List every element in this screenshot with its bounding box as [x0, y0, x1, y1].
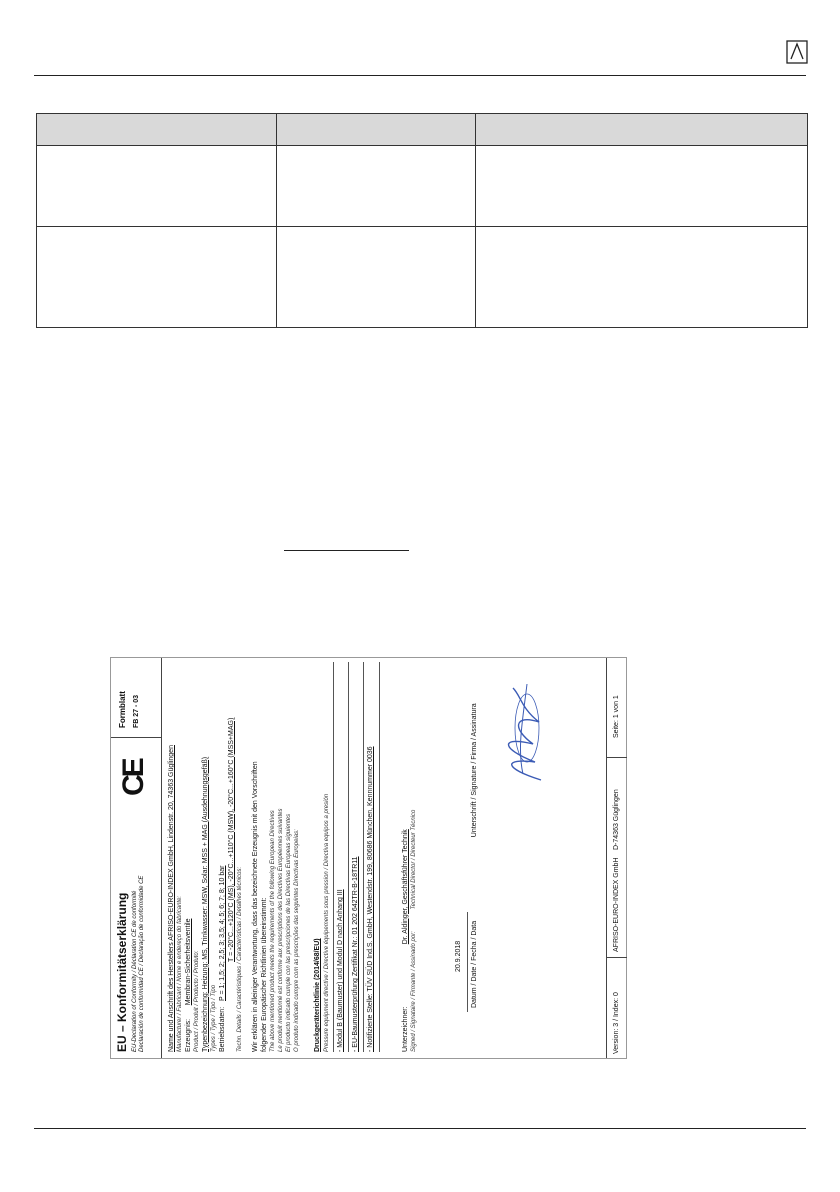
- header-rule: [34, 75, 806, 76]
- footer-page: Seite: 1 von 1: [613, 695, 620, 738]
- separator: [348, 662, 349, 1052]
- date-label: Datum / Date / Fecha / Data: [470, 920, 478, 1008]
- certificate-header: [111, 658, 162, 1058]
- manufacturer-sub: Manufacturer / Fabricant / Nome e endereço do fabricante:: [177, 895, 184, 1052]
- signatory-sub: Signed / Signataire / Firmante / Assinado por:: [410, 931, 417, 1052]
- product-line: [185, 662, 193, 1052]
- footer-address: D-74363 Güglingen: [613, 789, 620, 850]
- footer-version: Version: 3 / Index: 0: [613, 992, 620, 1054]
- directive-sub: Pressure equipment directive / Directive équipements sous pression / Directiva equipos a presión: [323, 793, 330, 1052]
- module-line: - Modul B (Baumuster) und Modul D nach Anhang III: [337, 889, 345, 1052]
- triangle-logo-icon: [786, 40, 808, 64]
- date-value: 20.9.2018: [455, 940, 463, 972]
- table-cell: [277, 227, 476, 328]
- manufacturer-line: Name und Anschrift des Herstellers AFRISO-EURO-INDEX GmbH, Lindenstr. 20, 74363 Güglingen: [168, 745, 175, 1052]
- table-header-cell: [277, 114, 476, 146]
- separator: [333, 662, 334, 1052]
- operating-sub: Techn. Details / Caractéristiques / Características / Detalhes técnicos:: [236, 866, 243, 1052]
- separator: [379, 662, 380, 1052]
- underline-mark: [284, 550, 409, 551]
- date-signature-line: [471, 662, 479, 1052]
- certificate-footer: [606, 658, 627, 1058]
- declaration-line: Wir erklären in alleiniger Verantwortung, dass das bezeichnete Erzeugnis mit den Vorschriften: [251, 761, 259, 1052]
- directive-line: Druckgeräterichtlinie (2014/68/EU): [314, 938, 322, 1052]
- declaration-line: Le produit mentionné est conforme aux prescriptions des Directives Européennes suivantes: [277, 808, 284, 1052]
- signatory-role: Technical Director / Directeur Técnico: [410, 809, 417, 910]
- table-header-cell: [476, 114, 808, 146]
- declaration-line: folgender Europäischer Richtlinien übereinstimmt:: [260, 897, 268, 1052]
- type-sub: Types / Type / Tipo / Tipo: [210, 984, 217, 1052]
- product-sub: Product / Produit / Producto / Produto:: [193, 950, 200, 1052]
- certificate-subtitle: [132, 792, 146, 1052]
- table-row: [37, 146, 808, 227]
- declaration-line: O produto indicado cumpre com as prescrições das seguintes Directivas Europeias:: [293, 829, 300, 1052]
- product-label: Erzeugnis:: [184, 1018, 192, 1052]
- table-cell: [476, 227, 808, 328]
- spec-table: [36, 113, 808, 328]
- table-row: [37, 227, 808, 328]
- notified-body-line: - Notifizierte Stelle: TÜV SÜD Ind.S. GmbH, Westendstr. 199, 80686 München, Kennnummer 0036: [367, 746, 375, 1052]
- certificate-subtitle-line: EU-Declaration of Conformity / Déclaration CE de conformité: [132, 890, 138, 1052]
- type-line: Typenbezeichnung: Heizung: MS, Trinkwasser: MSW, Solar: MSS + MAG (Ausdehnungsgefäß): [201, 756, 209, 1052]
- certificate-body: [167, 662, 480, 1052]
- table-header-row: [37, 114, 808, 146]
- certificate-subtitle-line: Declaración de conformidad CE / Declaração de conformidade CE: [138, 875, 145, 1052]
- declaration-line: The above mentioned product meets the requirements of the following European Directives: [269, 810, 276, 1052]
- table-header-cell: [37, 114, 277, 146]
- operating-pressure: P = 1; 1,5; 2; 2,5; 3; 3,5; 4; 5; 6; 7; 8; 10 bar: [218, 865, 226, 1001]
- certificate-number-line: - EU-Baumusterprüfung Zertifikat Nr.: 01 202 642TR-B-18TR11: [352, 856, 360, 1052]
- separator: [363, 662, 364, 1052]
- product-value: Membran-Sicherheitsventile: [184, 918, 192, 1006]
- signatory-label: Unterzeichner:: [401, 1006, 409, 1052]
- signatory-line: [402, 662, 410, 1052]
- signatory-sub-line: [411, 662, 418, 1052]
- table-cell: [476, 146, 808, 227]
- form-label: Formblatt: [118, 691, 127, 728]
- certificate-page: [111, 658, 626, 1058]
- table-cell: [37, 227, 277, 328]
- operating-label: Betriebsdaten:: [218, 1006, 226, 1052]
- footer-rule: [34, 1128, 806, 1129]
- conformity-certificate-image: [110, 657, 627, 1059]
- declaration-line: El producto indicado cumple con las prescripciones de las Directivas Europeas siguientes: [285, 813, 292, 1052]
- form-number: FB 27 - 03: [133, 694, 140, 728]
- signatory-name: Dr. Aldinger, Geschäftsführer Technik: [401, 829, 409, 945]
- operating-temperature-line: [228, 662, 236, 1052]
- date-rule: [467, 912, 468, 1012]
- table-cell: [37, 146, 277, 227]
- header-divider: [111, 737, 161, 738]
- handwritten-signature-icon: [493, 678, 553, 788]
- table-cell: [277, 146, 476, 227]
- operating-temperature: T = -20°C...+120°C (MS), -20°C...+110°C (MSW), -20°C...+160°C (MSS+MAG): [227, 717, 235, 962]
- certificate-title: EU – Konformitätserklärung: [115, 892, 129, 1052]
- footer-company: AFRISO-EURO-INDEX GmbH: [613, 857, 620, 952]
- operating-line: [219, 662, 227, 1052]
- ce-mark: CE: [117, 760, 150, 796]
- signature-label: Unterschrift / Signature / Firma / Assinatura: [470, 703, 478, 838]
